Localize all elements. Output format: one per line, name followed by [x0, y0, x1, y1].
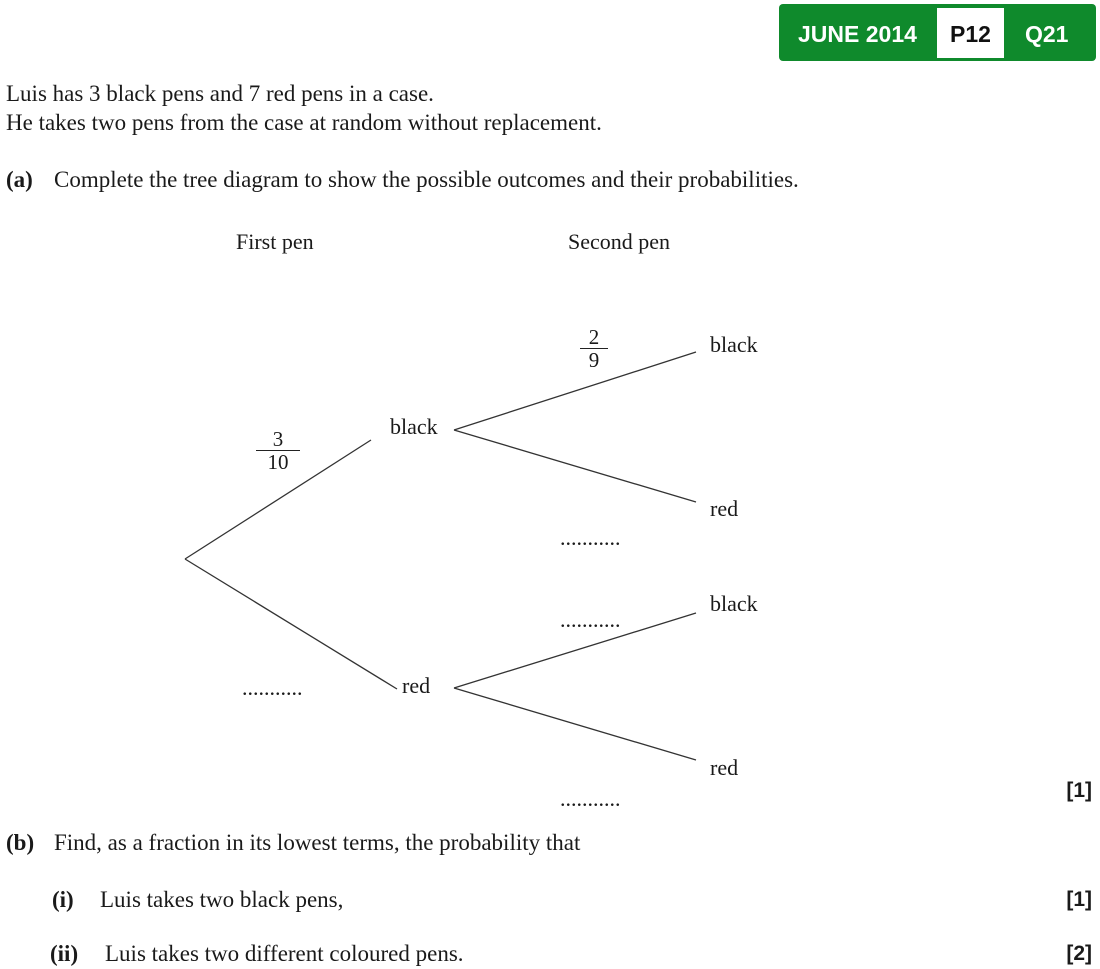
- second-black-red-label: red: [710, 496, 739, 521]
- second-red-red-label: red: [710, 755, 739, 780]
- part-b-i-label: (i): [52, 887, 74, 912]
- prob-black-black-denominator: 9: [580, 348, 608, 371]
- exam-session: JUNE 2014: [798, 21, 917, 47]
- part-a-marks: [1]: [1066, 779, 1092, 802]
- part-b-ii-text: Luis takes two different coloured pens.: [105, 941, 464, 966]
- blank-first-red[interactable]: ...........: [242, 675, 303, 700]
- prob-first-black: [256, 428, 300, 473]
- part-b-i-marks: [1]: [1066, 888, 1092, 911]
- prob-black-black-numerator: 2: [588, 325, 600, 349]
- branch-black-black: [454, 352, 696, 430]
- part-a-prompt: Complete the tree diagram to show the possible outcomes and their probabilities.: [54, 167, 799, 192]
- part-b-label: (b): [6, 830, 35, 855]
- prob-first-black-denominator: 10: [256, 450, 300, 473]
- intro-line-1: Luis has 3 black pens and 7 red pens in a case.: [6, 81, 434, 106]
- question-number: Q21: [1025, 21, 1069, 47]
- part-b-ii-label: (ii): [50, 941, 79, 966]
- blank-black-red[interactable]: ...........: [560, 525, 621, 550]
- second-black-black-label: black: [710, 332, 758, 357]
- paper-number: P12: [950, 21, 991, 47]
- blank-red-red[interactable]: ...........: [560, 786, 621, 811]
- second-pen-heading: Second pen: [568, 229, 671, 254]
- first-red-label: red: [402, 673, 431, 698]
- part-b-ii-marks: [2]: [1066, 942, 1092, 965]
- first-black-label: black: [390, 414, 438, 439]
- prob-first-black-numerator: 3: [272, 427, 284, 451]
- first-pen-heading: First pen: [236, 229, 314, 254]
- branch-black-red: [454, 430, 696, 502]
- prob-black-black: [580, 326, 608, 371]
- blank-red-black[interactable]: ...........: [560, 607, 621, 632]
- branch-first-red: [185, 559, 397, 689]
- intro-line-2: He takes two pens from the case at random without replacement.: [6, 110, 602, 135]
- part-b-i-text: Luis takes two black pens,: [100, 887, 344, 912]
- part-a-label: (a): [6, 167, 33, 192]
- second-red-black-label: black: [710, 591, 758, 616]
- branch-red-red: [454, 688, 696, 760]
- part-b-prompt: Find, as a fraction in its lowest terms, the probability that: [54, 830, 581, 855]
